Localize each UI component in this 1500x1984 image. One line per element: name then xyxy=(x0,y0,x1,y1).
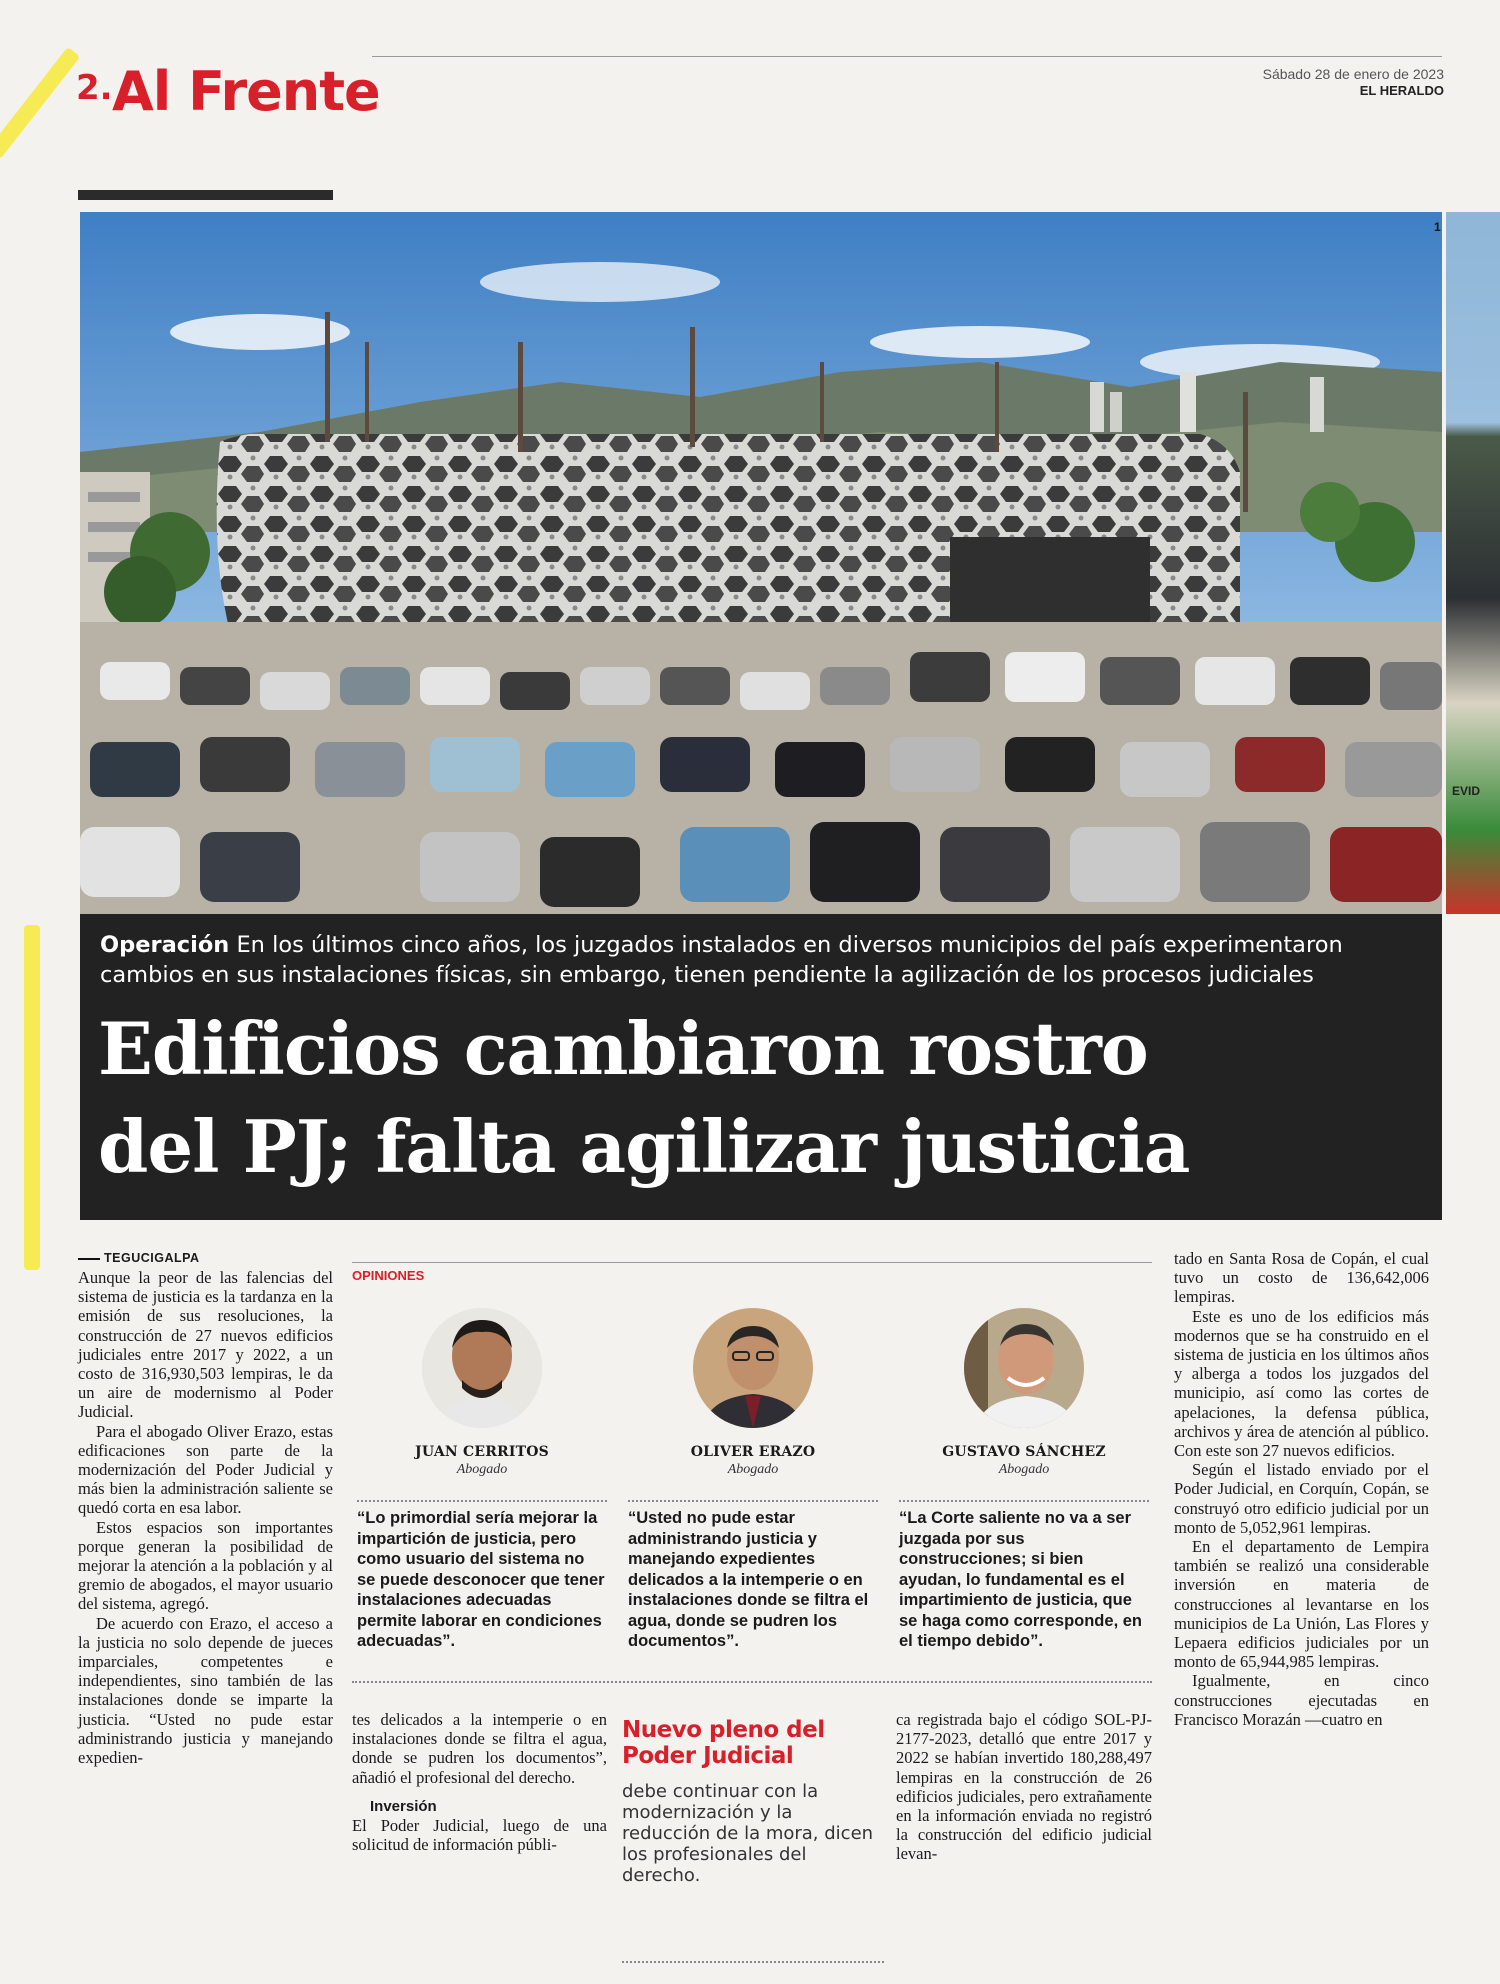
headline-line-2: del PJ; falta agilizar justicia xyxy=(98,1104,1190,1189)
opinion-quote: “La Corte saliente no va a ser juzgada por sus construcciones; si bien ayudan, lo fundamental es el impartimiento de justicia, que se haga como corresponde, en el tiempo debido”. xyxy=(899,1509,1142,1650)
opinion-name: OLIVER ERAZO xyxy=(690,1444,816,1460)
paragraph: De acuerdo con Erazo, el acceso a la justicia no solo depende de jueces imparciales, competentes e independientes, sino también de las instalaciones donde se imparte la justicia. “Usted no pude estar administrando justicia y manejando expedien- xyxy=(78,1613,333,1768)
opinion-role: Abogado xyxy=(998,1462,1050,1477)
highlighter-mark-vertical xyxy=(24,925,40,1270)
paragraph: Este es uno de los edificios más modernos que se ha construido en el sistema de justicia en los últimos años y alberga a todos los juzgados del municipio, así como las cortes de apelaciones, la defensa pública, archivos y área de atención al público. Con este son 27 nuevos edificios. xyxy=(1174,1306,1429,1461)
opinion-quote: “Usted no pude estar administrando justicia y manejando expedientes delicados a la intemperie o en instalaciones donde se filtra el agua, donde se pudren los documentos”. xyxy=(628,1509,869,1650)
opinions-bottom-rule xyxy=(352,1681,1152,1683)
opinion-quote: “Lo primordial sería mejorar la impartición de justicia, pero como usuario del sistema no se puede desconocer que tener instalaciones adecuadas permite laborar en condiciones adecuadas”. xyxy=(357,1509,605,1650)
avatar xyxy=(693,1308,813,1428)
adjacent-photo-strip xyxy=(1446,212,1500,914)
dateline: TEGUCIGALPA xyxy=(78,1251,200,1265)
header-rule xyxy=(372,56,1442,57)
photo-number: 1 xyxy=(1434,220,1441,234)
article-column-4 xyxy=(896,1710,1152,1864)
kicker xyxy=(100,930,1430,990)
paragraph: tado en Santa Rosa de Copán, el cual tuvo un costo de 136,642,006 lempiras. xyxy=(1174,1249,1429,1307)
paragraph: ca registrada bajo el código SOL-PJ-2177-2023, detalló que entre 2017 y 2022 se habían invertido 180,288,497 lempiras en la construcción de 26 edificios judiciales, pero extrañamente en la información enviada no registró la construcción del edificio judicial levan- xyxy=(896,1710,1152,1864)
article-column-1 xyxy=(78,1268,333,1767)
section-bar xyxy=(78,190,333,200)
kicker-text: En los últimos cinco años, los juzgados instalados en diversos municipios del país experimentaron cambios en sus instalaciones físicas, sin embargo, tienen pendiente la agilización de los procesos judiciales xyxy=(100,932,1343,988)
box-title: Nuevo pleno del Poder Judicial xyxy=(622,1717,825,1769)
opinions-label: OPINIONES xyxy=(352,1268,425,1283)
paragraph: Aunque la peor de las falencias del sistema de justicia es la tardanza en la emisión de sus resoluciones, la construcción de 27 nuevos edificios judiciales entre 2017 y 2022, a un costo de 316,930,503 lempiras, le da un aire de modernismo al Poder Judicial. xyxy=(78,1268,333,1422)
opinion-rule xyxy=(899,1500,1149,1502)
opinion-role: Abogado xyxy=(727,1462,779,1477)
opinion-rule xyxy=(628,1500,878,1502)
opinion-card-juan-cerritos xyxy=(357,1308,607,1652)
main-photo-building xyxy=(80,212,1442,914)
paragraph: Según el listado enviado por el Poder Judicial, en Corquín, Copán, se construyó otro edificio judicial por un monto de 5,052,961 lempiras. xyxy=(1174,1460,1429,1537)
article-column-5 xyxy=(1174,1249,1429,1729)
opinion-name: GUSTAVO SÁNCHEZ xyxy=(942,1444,1106,1460)
avatar xyxy=(422,1308,542,1428)
paragraph: Igualmente, en cinco construcciones ejecutadas en Francisco Morazán —cuatro en xyxy=(1174,1671,1429,1729)
subhead-inversion: Inversión xyxy=(370,1797,437,1815)
opinion-name: JUAN CERRITOS xyxy=(415,1444,549,1460)
box-rule xyxy=(622,1961,884,1963)
kicker-label: Operación xyxy=(100,932,230,958)
page-number: 2. xyxy=(76,68,113,108)
headline xyxy=(98,1000,1438,1196)
opinions-rule xyxy=(352,1262,1152,1263)
opinion-card-gustavo-sanchez xyxy=(899,1308,1149,1652)
paragraph: Para el abogado Oliver Erazo, estas edificaciones son parte de la modernización del Poder Judicial y más bien la administración saliente se quedó corta en esa labor. xyxy=(78,1421,333,1518)
issue-date: Sábado 28 de enero de 2023 xyxy=(1262,66,1444,82)
opinion-rule xyxy=(357,1500,607,1502)
paragraph: En el departamento de Lempira también se realizó una considerable inversión en materia de construcciones al levantarse en los municipios de La Unión, Las Flores y Lepaera edificios judiciales por un monto de 65,944,985 lempiras. xyxy=(1174,1537,1429,1672)
opinion-card-oliver-erazo xyxy=(628,1308,878,1652)
adjacent-photo-text: EVID xyxy=(1452,784,1481,798)
paragraph: tes delicados a la intemperie o en instalaciones donde se filtra el agua, donde se pudren los documentos”, añadió el profesional del derecho. xyxy=(352,1710,607,1787)
headline-line-1: Edificios cambiaron rostro xyxy=(98,1006,1148,1091)
highlighter-mark-diagonal xyxy=(0,47,80,159)
article-column-2 xyxy=(352,1710,607,1854)
box-text: debe continuar con la modernización y la reducción de la mora, dicen los profesionales del derecho. xyxy=(622,1781,874,1886)
avatar xyxy=(964,1308,1084,1428)
paragraph: El Poder Judicial, luego de una solicitud de información públi- xyxy=(352,1816,607,1855)
section-title: Al Frente xyxy=(112,60,380,123)
opinion-role: Abogado xyxy=(456,1462,508,1477)
paragraph: Estos espacios son importantes porque generan la posibilidad de mejorar la atención a la población y al gremio de abogados, el mayor usuario del sistema, agregó. xyxy=(78,1517,333,1614)
newspaper-name: EL HERALDO xyxy=(1359,83,1444,98)
